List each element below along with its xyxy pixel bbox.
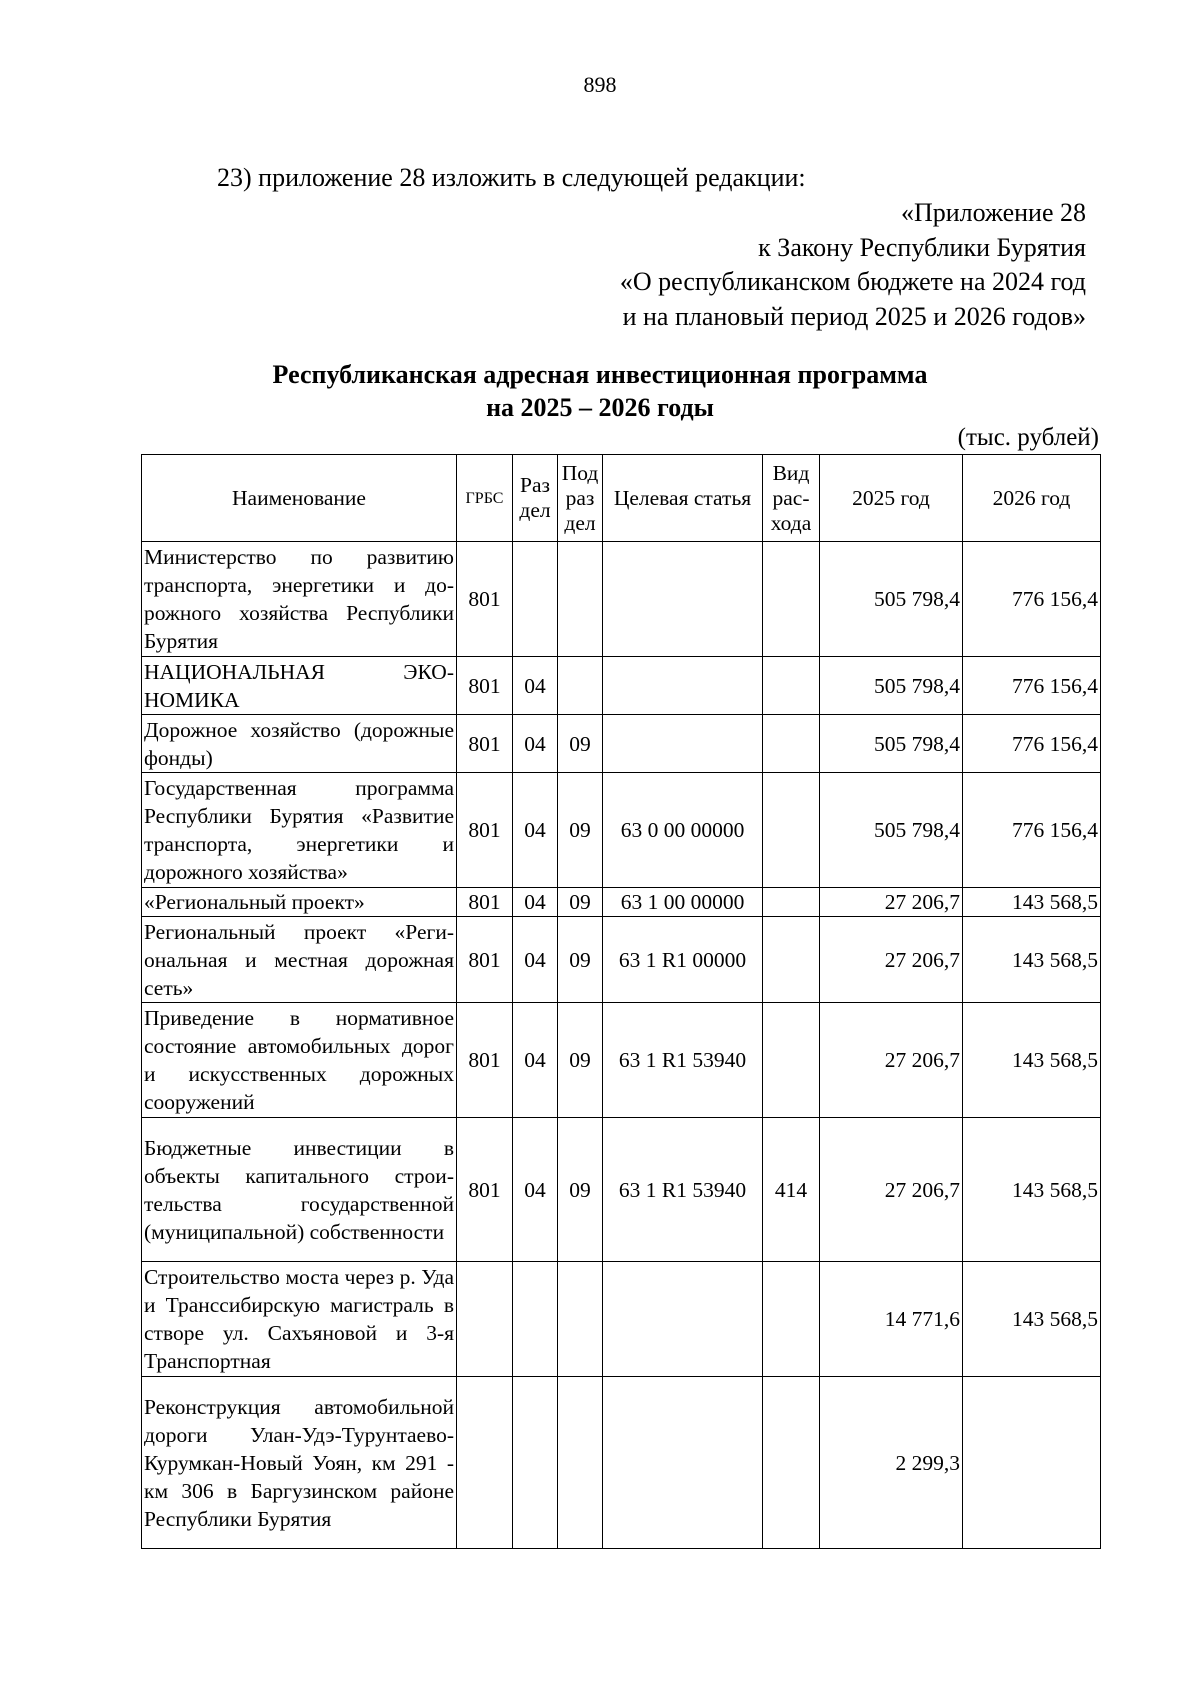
- cell-2025: 505 798,4: [820, 773, 963, 888]
- title-line-1: Республиканская адресная инвестиционная программа: [272, 360, 928, 389]
- cell-grbs: 801: [457, 888, 513, 917]
- cell-podrazdel: [558, 542, 603, 657]
- cell-podrazdel: [558, 1377, 603, 1549]
- cell-podrazdel: 09: [558, 715, 603, 773]
- cell-razdel: [513, 1377, 558, 1549]
- cell-tselevaya: 63 1 R1 00000: [603, 917, 763, 1003]
- cell-podrazdel: [558, 1262, 603, 1377]
- cell-tselevaya: [603, 542, 763, 657]
- header-2025: 2025 год: [820, 455, 963, 542]
- cell-tselevaya: [603, 715, 763, 773]
- table-row: [142, 917, 1101, 1003]
- table-row: [142, 1262, 1101, 1377]
- header-podrazdel: Под раз дел: [558, 455, 603, 542]
- header-grbs: ГРБС: [457, 455, 513, 542]
- cell-razdel: 04: [513, 657, 558, 715]
- cell-vid: [763, 917, 820, 1003]
- cell-grbs: [457, 1262, 513, 1377]
- header-vid: Вид рас- хода: [763, 455, 820, 542]
- cell-podrazdel: 09: [558, 888, 603, 917]
- appendix-line-1: «Приложение 28: [900, 198, 1086, 227]
- cell-name: Министерство по развитию транспорта, энергетики и дорожного хозяйства Республики Бурятия: [142, 542, 457, 657]
- cell-tselevaya: 63 1 R1 53940: [603, 1003, 763, 1118]
- cell-2026: 143 568,5: [963, 1003, 1101, 1118]
- cell-2026: 143 568,5: [963, 1262, 1101, 1377]
- header-tselevaya: Целевая статья: [603, 455, 763, 542]
- cell-razdel: 04: [513, 773, 558, 888]
- cell-razdel: 04: [513, 1003, 558, 1118]
- cell-podrazdel: 09: [558, 917, 603, 1003]
- cell-vid: [763, 1003, 820, 1118]
- cell-grbs: 801: [457, 917, 513, 1003]
- cell-2026: 776 156,4: [963, 715, 1101, 773]
- table-row: [142, 773, 1101, 888]
- cell-vid: [763, 773, 820, 888]
- cell-vid: [763, 1377, 820, 1549]
- cell-name: Дорожное хозяйство (дорожные фонды): [142, 715, 457, 773]
- appendix-line-4: и на плановый период 2025 и 2026 годов»: [622, 301, 1086, 331]
- appendix-reference: [620, 196, 1086, 334]
- table-row: [142, 657, 1101, 715]
- cell-2026: 143 568,5: [963, 888, 1101, 917]
- header-razdel: Раз дел: [513, 455, 558, 542]
- cell-2026: 143 568,5: [963, 917, 1101, 1003]
- cell-grbs: 801: [457, 542, 513, 657]
- header-2026: 2026 год: [963, 455, 1101, 542]
- cell-name: Приведение в нормативное состояние автомобильных дорог и искусственных дорожных сооружений: [142, 1003, 457, 1118]
- cell-razdel: 04: [513, 715, 558, 773]
- cell-2025: 505 798,4: [820, 542, 963, 657]
- cell-2026: 776 156,4: [963, 542, 1101, 657]
- cell-2026: [963, 1377, 1101, 1549]
- table-row: [142, 542, 1101, 657]
- cell-razdel: 04: [513, 1118, 558, 1262]
- cell-vid: [763, 542, 820, 657]
- cell-razdel: [513, 542, 558, 657]
- cell-razdel: 04: [513, 917, 558, 1003]
- cell-vid: [763, 715, 820, 773]
- cell-tselevaya: [603, 1377, 763, 1549]
- cell-2025: 505 798,4: [820, 657, 963, 715]
- cell-grbs: [457, 1377, 513, 1549]
- cell-podrazdel: 09: [558, 773, 603, 888]
- cell-name: Строительство моста через р. Уда и Транссибирскую магистраль в створе ул. Сахъяновой и 3-я Транспортная: [142, 1262, 457, 1377]
- cell-name: Реконструкция автомобильной дороги Улан-Удэ-Турунтаево-Курумкан-Новый Уоян, км 291 - км 306 в Баргузинском районе Республики Бурятия: [142, 1377, 457, 1549]
- cell-2025: 27 206,7: [820, 1118, 963, 1262]
- cell-grbs: 801: [457, 773, 513, 888]
- cell-2025: 27 206,7: [820, 888, 963, 917]
- cell-2025: 505 798,4: [820, 715, 963, 773]
- table-header-row: [142, 455, 1101, 542]
- cell-name: Бюджетные инвестиции в объекты капитального строительства государственной (муниципальной) собственности: [142, 1118, 457, 1262]
- cell-podrazdel: 09: [558, 1003, 603, 1118]
- cell-tselevaya: 63 0 00 00000: [603, 773, 763, 888]
- cell-grbs: 801: [457, 1003, 513, 1118]
- cell-tselevaya: 63 1 R1 53940: [603, 1118, 763, 1262]
- investment-program-table: [141, 454, 1101, 1549]
- cell-vid: [763, 1262, 820, 1377]
- intro-text: 23) приложение 28 изложить в следующей редакции:: [217, 163, 806, 192]
- cell-grbs: 801: [457, 657, 513, 715]
- cell-grbs: 801: [457, 1118, 513, 1262]
- cell-vid: 414: [763, 1118, 820, 1262]
- title-line-2: на 2025 – 2026 годы: [486, 393, 714, 422]
- page-number: 898: [583, 72, 617, 97]
- cell-2025: 27 206,7: [820, 1003, 963, 1118]
- table-row: [142, 1003, 1101, 1118]
- appendix-line-3: «О республиканском бюджете на 2024 год: [619, 267, 1086, 296]
- cell-2026: 776 156,4: [963, 657, 1101, 715]
- cell-name: Региональный проект «Региональная и местная дорожная сеть»: [142, 917, 457, 1003]
- table-row: [142, 1118, 1101, 1262]
- cell-vid: [763, 888, 820, 917]
- cell-2025: 2 299,3: [820, 1377, 963, 1549]
- cell-podrazdel: [558, 657, 603, 715]
- cell-vid: [763, 657, 820, 715]
- cell-name: НАЦИОНАЛЬНАЯ ЭКОНОМИКА: [142, 657, 457, 715]
- cell-2026: 143 568,5: [963, 1118, 1101, 1262]
- table-row: [142, 715, 1101, 773]
- header-name: Наименование: [142, 455, 457, 542]
- appendix-line-2: к Закону Республики Бурятия: [758, 232, 1086, 262]
- cell-tselevaya: 63 1 00 00000: [603, 888, 763, 917]
- document-title: [0, 358, 1200, 424]
- cell-razdel: 04: [513, 888, 558, 917]
- cell-grbs: 801: [457, 715, 513, 773]
- cell-name: «Региональный проект»: [142, 888, 457, 917]
- units-label: (тыс. рублей): [957, 424, 1099, 451]
- cell-2025: 27 206,7: [820, 917, 963, 1003]
- cell-tselevaya: [603, 657, 763, 715]
- cell-tselevaya: [603, 1262, 763, 1377]
- cell-2026: 776 156,4: [963, 773, 1101, 888]
- cell-name: Государственная программа Республики Бурятия «Развитие транспорта, энергетики и дорожного хозяйства»: [142, 773, 457, 888]
- cell-razdel: [513, 1262, 558, 1377]
- table-row: [142, 1377, 1101, 1549]
- cell-2025: 14 771,6: [820, 1262, 963, 1377]
- table-row: [142, 888, 1101, 917]
- cell-podrazdel: 09: [558, 1118, 603, 1262]
